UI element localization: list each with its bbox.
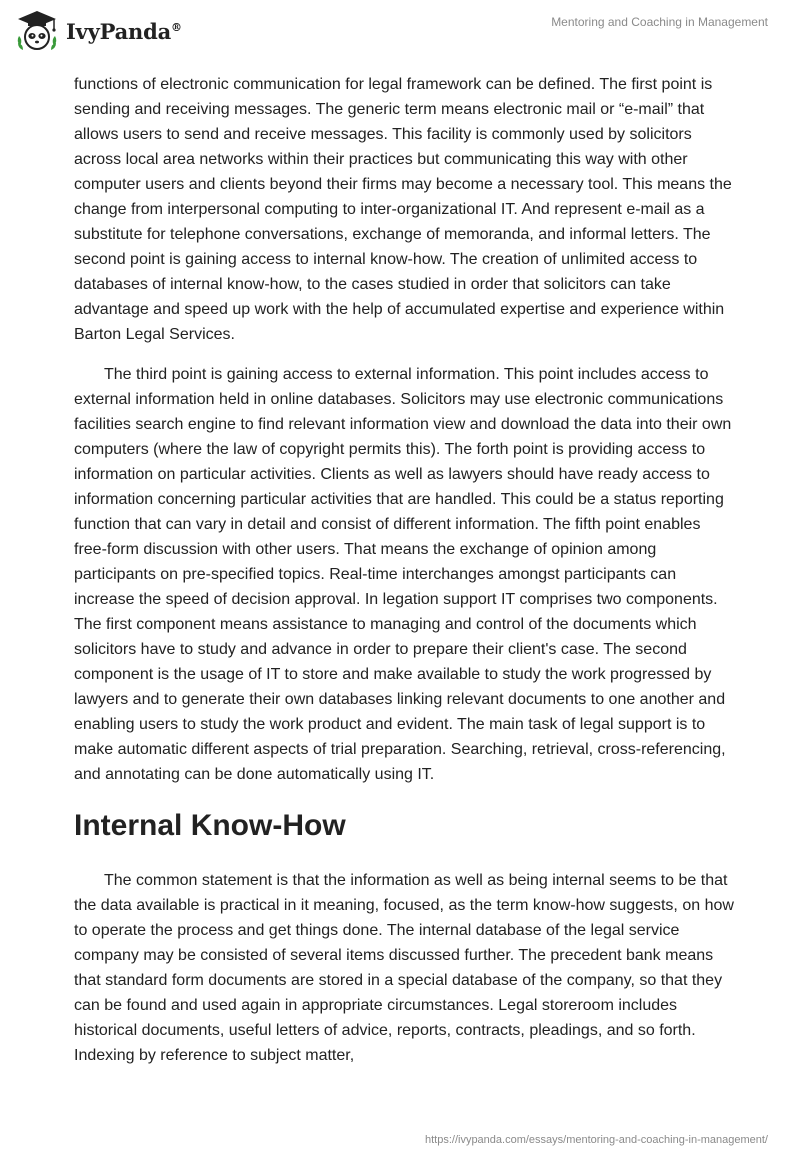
source-url[interactable]: https://ivypanda.com/essays/mentoring-and-coaching-in-management/	[424, 1134, 768, 1146]
section-heading: Internal Know-How	[74, 809, 346, 842]
page-header	[0, 0, 800, 70]
paragraph-continued: functions of electronic communication for legal framework can be defined. The first point is sending and receiving messages. The generic term means electronic mail or “e-mail” that allows users to send and receive messages. This facility is commonly used by solicitors across local area networks within their practices but communicating this way with other computer users and clients beyond their firms may become a necessary tool. This means the change from interpersonal computing to inter-organizational IT. And represent e-mail as a substitute for telephone conversations, exchange of memoranda, and informal letters. The second point is gaining access to internal know-how. The creation of unlimited access to databases of internal know-how, to the cases studied in order that solicitors can take advantage and speed up work with the help of accumulated expertise and experience within Barton Legal Services.	[74, 76, 732, 343]
registered-mark: ®	[171, 20, 182, 34]
document-title: Mentoring and Coaching in Management	[551, 15, 768, 29]
panda-graduate-icon	[14, 8, 60, 54]
paragraph: The third point is gaining access to external information. This point includes access to external information held in online databases. Solicitors may use electronic communications facilities search engine to find relevant information view and download the data into their own computers (where the law of copyright permits this). The forth point is providing access to information on particular activities. Clients as well as lawyers should have ready access to information concerning particular activities that are handled. This could be a status reporting function that can vary in detail and consist of different information. The fifth point enables free-form discussion with other users. That means the exchange of opinion among participants on pre-specified topics. Real-time interchanges amongst participants can increase the speed of decision approval. In legation support IT comprises two components. The first component means assistance to managing and control of the documents which solicitors have to study and advance in order to prepare their client's case. The second component is the usage of IT to store and make available to study the work progressed by lawyers and to generate their own databases linking relevant documents to one another and enabling users to study the work product and evident. The main task of legal support is to make automatic different aspects of trial preparation. Searching, retrieval, cross-referencing, and annotating can be done automatically using IT.	[74, 366, 732, 783]
section-paragraph: The common statement is that the information as well as being internal seems to be that the data available is practical in it meaning, focused, as the term know-how suggests, on how to operate the process and get things done. The internal database of the legal service company may be consisted of several items discussed further. The precedent bank means that standard form documents are stored in a special database of the company, so that they can be found and used again in appropriate circumstances. Legal storeroom includes historical documents, useful letters of advice, reports, contracts, pleadings, and so forth. Indexing by reference to subject matter,	[74, 872, 734, 1064]
brand-logo[interactable]	[14, 8, 182, 54]
brand-name: IvyPanda®	[66, 18, 182, 44]
essay-body	[74, 72, 734, 1083]
